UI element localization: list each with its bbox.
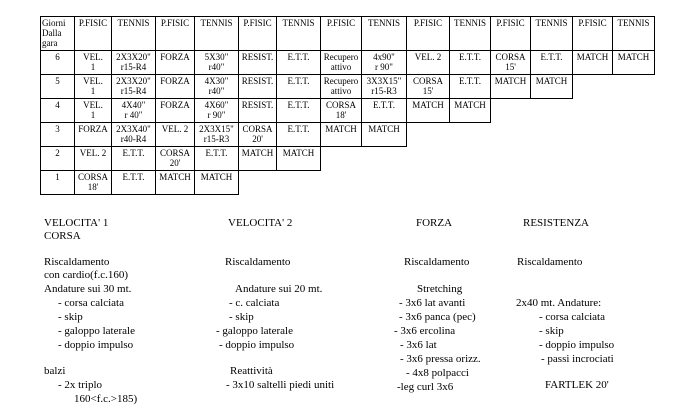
table-cell: 2	[41, 147, 75, 171]
header-cell: P.FISIC	[573, 17, 613, 51]
header-cell: P.FISIC	[491, 17, 531, 51]
table-cell: VEL. 2	[75, 147, 112, 171]
header-cell: P.FISIC	[239, 17, 277, 51]
table-cell: Recupero attivo	[321, 75, 362, 99]
table-cell: E.T.T.	[531, 51, 573, 75]
table-cell: 1	[41, 171, 75, 195]
table-cell: 6	[41, 51, 75, 75]
header-cell: P.FISIC	[75, 17, 112, 51]
table-cell: MATCH	[239, 147, 277, 171]
list-item: - skip	[229, 311, 254, 323]
table-cell: 2X3X20" r15-R4	[112, 51, 156, 75]
table-cell: 4X30" r40"	[195, 75, 239, 99]
table-cell: 3X3X15" r15-R3	[362, 75, 407, 99]
table-cell: Recupero attivo	[321, 51, 362, 75]
header-cell: Giorni Dalla gara	[41, 17, 75, 51]
table-cell: 3	[41, 123, 75, 147]
section-title: FORZA	[416, 217, 453, 229]
section-velocita-2	[216, 217, 385, 407]
table-cell: MATCH	[450, 99, 491, 123]
table-cell: 5X30" r40"	[195, 51, 239, 75]
table-cell: CORSA 15'	[407, 75, 450, 99]
table-row	[41, 123, 655, 147]
table-header-row	[41, 17, 655, 51]
header-cell: TENNIS	[112, 17, 156, 51]
list-item: - galoppo laterale	[58, 325, 135, 337]
table-cell: CORSA 20'	[239, 123, 277, 147]
header-cell: P.FISIC	[321, 17, 362, 51]
list-item: - doppio impulso	[219, 339, 295, 351]
table-cell: E.T.T.	[112, 147, 156, 171]
table-cell: E.T.T.	[195, 147, 239, 171]
table-cell: 5	[41, 75, 75, 99]
table-cell: E.T.T.	[277, 99, 321, 123]
drills-intro: Stretching	[417, 283, 463, 295]
list-item: - corsa calciata	[58, 297, 124, 309]
list-item: 160<f.c.>185)	[74, 393, 138, 405]
table-cell: 4x90" r 90"	[362, 51, 407, 75]
warmup-note: con cardio(f.c.160)	[44, 269, 128, 281]
list-item: -leg curl 3x6	[397, 381, 454, 393]
list-item: - corsa calciata	[539, 311, 605, 323]
table-cell: VEL. 2	[156, 123, 195, 147]
table-cell: 4X60" r 90"	[195, 99, 239, 123]
header-cell: P.FISIC	[407, 17, 450, 51]
section-velocita-1	[44, 217, 214, 407]
table-cell: FORZA	[156, 99, 195, 123]
table-cell: RESIST.	[239, 75, 277, 99]
table-cell: CORSA 15'	[491, 51, 531, 75]
table-cell: 2X3X15" r15-R3	[195, 123, 239, 147]
header-cell: TENNIS	[531, 17, 573, 51]
table-cell: MATCH	[491, 75, 531, 99]
table-cell: E.T.T.	[277, 123, 321, 147]
list-item: - doppio impulso	[58, 339, 134, 351]
list-item: - 3x10 saltelli piedi uniti	[226, 379, 335, 391]
warmup-label: Riscaldamento	[225, 256, 291, 268]
list-item: - 4x8 polpacci	[406, 367, 469, 379]
section-title: RESISTENZA	[523, 217, 589, 229]
table-cell: FORZA	[156, 51, 195, 75]
header-cell: P.FISIC	[156, 17, 195, 51]
table-cell: MATCH	[531, 75, 573, 99]
table-cell: VEL. 1	[75, 99, 112, 123]
list-item: - 2x triplo	[58, 379, 102, 391]
list-item: - 3x6 ercolina	[394, 325, 456, 337]
list-item: - 3x6 lat	[400, 339, 437, 351]
table-row	[41, 51, 655, 75]
drills-intro: Andature sui 30 mt.	[44, 283, 132, 295]
drills-intro: 2x40 mt. Andature:	[516, 297, 602, 309]
table-cell: E.T.T.	[450, 75, 491, 99]
section-subtitle: CORSA	[44, 230, 81, 242]
section-title: VELOCITA' 2	[228, 217, 293, 229]
list-item: - skip	[58, 311, 83, 323]
table-cell: FORZA	[156, 75, 195, 99]
list-item: - 3x6 panca (pec)	[399, 311, 476, 323]
table-cell: E.T.T.	[112, 171, 156, 195]
list-item: - c. calciata	[229, 297, 280, 309]
table-row	[41, 99, 655, 123]
table-cell: 2X3X40" r40-R4	[112, 123, 156, 147]
warmup-label: Riscaldamento	[517, 256, 583, 268]
table-cell: VEL. 1	[75, 75, 112, 99]
section-forza	[392, 217, 512, 407]
table-cell: CORSA 20'	[156, 147, 195, 171]
table-cell: MATCH	[156, 171, 195, 195]
table-cell: 4	[41, 99, 75, 123]
table-cell: E.T.T.	[362, 99, 407, 123]
list-item: - passi incrociati	[541, 353, 614, 365]
table-cell: MATCH	[195, 171, 239, 195]
list-item: - doppio impulso	[539, 339, 615, 351]
header-cell: TENNIS	[450, 17, 491, 51]
table-cell: MATCH	[407, 99, 450, 123]
table-cell: 2X3X20" r15-R4	[112, 75, 156, 99]
table-cell: E.T.T.	[450, 51, 491, 75]
table-cell: MATCH	[362, 123, 407, 147]
table-row	[41, 147, 655, 171]
table-cell: CORSA 18'	[321, 99, 362, 123]
table-cell: 4X40" r 40"	[112, 99, 156, 123]
training-schedule-table	[40, 16, 655, 195]
table-row	[41, 171, 655, 195]
table-cell: RESIST.	[239, 51, 277, 75]
list-item: - galoppo laterale	[216, 325, 293, 337]
header-cell: TENNIS	[613, 17, 655, 51]
extra-title: balzi	[44, 365, 66, 377]
table-cell: MATCH	[573, 51, 613, 75]
header-cell: TENNIS	[277, 17, 321, 51]
list-item: - 3x6 pressa orizz.	[400, 353, 481, 365]
drills-intro: Andature sui 20 mt.	[235, 283, 323, 295]
extra-title: Reattività	[230, 365, 273, 377]
table-cell: CORSA 18'	[75, 171, 112, 195]
warmup-label: Riscaldamento	[44, 256, 110, 268]
table-cell: VEL. 2	[407, 51, 450, 75]
table-cell: E.T.T.	[277, 51, 321, 75]
table-cell: MATCH	[321, 123, 362, 147]
header-cell: TENNIS	[195, 17, 239, 51]
list-item: - 3x6 lat avanti	[399, 297, 466, 309]
table-cell: VEL. 1	[75, 51, 112, 75]
table-cell: MATCH	[277, 147, 321, 171]
table-cell: RESIST.	[239, 99, 277, 123]
section-title: VELOCITA' 1	[44, 217, 109, 229]
header-cell: TENNIS	[362, 17, 407, 51]
section-resistenza	[516, 217, 666, 407]
extra-title: FARTLEK 20'	[545, 379, 609, 391]
warmup-label: Riscaldamento	[404, 256, 470, 268]
table-cell: E.T.T.	[277, 75, 321, 99]
table-cell: FORZA	[75, 123, 112, 147]
table-row	[41, 75, 655, 99]
list-item: - skip	[539, 325, 564, 337]
table-cell: MATCH	[613, 51, 655, 75]
